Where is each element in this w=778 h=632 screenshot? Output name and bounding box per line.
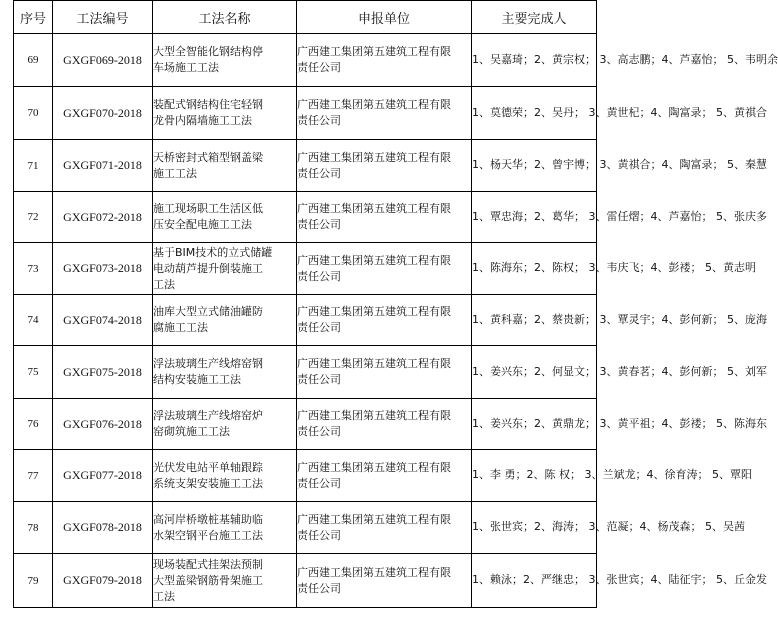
applicant-unit-cell: 广西建工集团第五建筑工程有限 责任公司: [297, 87, 472, 140]
table-row: [14, 502, 597, 554]
serial-number-cell: 73: [14, 243, 53, 295]
method-code-cell: GXGF079-2018: [53, 554, 153, 608]
contributors-cell: 1、赖泳；2、严继忠； 3、张世宾；4、陆征宇； 5、丘金发: [472, 554, 597, 608]
contributors-cell: 1、姜兴东；2、何显文； 3、黄春茗；4、彭何新； 5、刘军: [472, 346, 597, 399]
contributors-cell: 1、杨天华；2、曾宇博； 3、黄祺合；4、陶富录； 5、秦慧: [472, 140, 597, 192]
serial-number-cell: 72: [14, 192, 53, 243]
method-name-cell: 油库大型立式储油罐防 腐施工工法: [153, 295, 297, 346]
method-code-cell: GXGF078-2018: [53, 502, 153, 554]
method-name-cell: 浮法玻璃生产线熔窑炉 窑砌筑施工工法: [153, 399, 297, 450]
applicant-unit-cell: 广西建工集团第五建筑工程有限 责任公司: [297, 140, 472, 192]
construction-method-table: [13, 0, 778, 608]
method-code-cell: GXGF076-2018: [53, 399, 153, 450]
serial-number-cell: 70: [14, 87, 53, 140]
applicant-unit-cell: 广西建工集团第五建筑工程有限 责任公司: [297, 295, 472, 346]
table-row: [14, 295, 597, 346]
header-serial-number: 序号: [14, 1, 53, 34]
contributors-cell: 1、吴嘉琦；2、黄宗权； 3、高志鹏；4、芦嘉怡； 5、韦明余: [472, 34, 597, 87]
header-main-contributors: 主要完成人: [472, 1, 597, 34]
method-name-cell: 装配式钢结构住宅轻钢 龙骨内隔墙施工工法: [153, 87, 297, 140]
contributors-cell: 1、黄科嘉；2、蔡贵新； 3、覃灵宇；4、彭何新； 5、庞海: [472, 295, 597, 346]
method-code-cell: GXGF070-2018: [53, 87, 153, 140]
table-row: [14, 243, 597, 295]
serial-number-cell: 79: [14, 554, 53, 608]
serial-number-cell: 69: [14, 34, 53, 87]
method-code-cell: GXGF071-2018: [53, 140, 153, 192]
method-code-cell: GXGF073-2018: [53, 243, 153, 295]
method-name-cell: 光伏发电站平单轴跟踪 系统支架安装施工工法: [153, 450, 297, 502]
applicant-unit-cell: 广西建工集团第五建筑工程有限 责任公司: [297, 399, 472, 450]
contributors-cell: 1、张世宾；2、海涛； 3、范凝；4、杨茂森； 5、吴茜: [472, 502, 597, 554]
method-name-cell: 高河岸桥墩桩基辅助临 水架空钢平台施工工法: [153, 502, 297, 554]
applicant-unit-cell: 广西建工集团第五建筑工程有限 责任公司: [297, 192, 472, 243]
method-name-cell: 现场装配式挂架法预制 大型盖梁钢筋骨架施工 工法: [153, 554, 297, 608]
applicant-unit-cell: 广西建工集团第五建筑工程有限 责任公司: [297, 346, 472, 399]
table-row: [14, 554, 597, 608]
method-name-cell: 施工现场职工生活区低 压安全配电施工工法: [153, 192, 297, 243]
table-row: [14, 346, 597, 399]
applicant-unit-cell: 广西建工集团第五建筑工程有限 责任公司: [297, 502, 472, 554]
contributors-cell: 1、莫德荣；2、吴丹； 3、黄世杞；4、陶富录； 5、黄祺合: [472, 87, 597, 140]
serial-number-cell: 74: [14, 295, 53, 346]
table-row: [14, 140, 597, 192]
table-row: [14, 87, 597, 140]
applicant-unit-cell: 广西建工集团第五建筑工程有限 责任公司: [297, 34, 472, 87]
table-row: [14, 34, 597, 87]
serial-number-cell: 78: [14, 502, 53, 554]
method-code-cell: GXGF077-2018: [53, 450, 153, 502]
table-row: [14, 450, 597, 502]
header-method-name: 工法名称: [153, 1, 297, 34]
method-name-cell: 大型全智能化钢结构停 车场施工工法: [153, 34, 297, 87]
method-name-cell: 浮法玻璃生产线熔窑钢 结构安装施工工法: [153, 346, 297, 399]
table-row: [14, 192, 597, 243]
method-code-cell: GXGF074-2018: [53, 295, 153, 346]
contributors-cell: 1、李 勇；2、陈 权； 3、兰斌龙；4、徐育涛； 5、覃阳: [472, 450, 597, 502]
serial-number-cell: 71: [14, 140, 53, 192]
method-name-cell: 基于BIM技术的立式储罐 电动葫芦提升倒装施工 工法: [153, 243, 297, 295]
contributors-cell: 1、姜兴东；2、黄鼎龙； 3、黄平祖；4、彭褛； 5、陈海东: [472, 399, 597, 450]
serial-number-cell: 77: [14, 450, 53, 502]
header-method-code: 工法编号: [53, 1, 153, 34]
serial-number-cell: 76: [14, 399, 53, 450]
method-code-cell: GXGF075-2018: [53, 346, 153, 399]
applicant-unit-cell: 广西建工集团第五建筑工程有限 责任公司: [297, 450, 472, 502]
applicant-unit-cell: 广西建工集团第五建筑工程有限 责任公司: [297, 243, 472, 295]
serial-number-cell: 75: [14, 346, 53, 399]
applicant-unit-cell: 广西建工集团第五建筑工程有限 责任公司: [297, 554, 472, 608]
contributors-cell: 1、覃忠海；2、葛华； 3、雷任熠；4、芦嘉怡； 5、张庆多: [472, 192, 597, 243]
table-header-row: [14, 1, 597, 34]
header-applicant-unit: 申报单位: [297, 1, 472, 34]
contributors-cell: 1、陈海东；2、陈权； 3、韦庆飞；4、彭褛； 5、黄志明: [472, 243, 597, 295]
method-name-cell: 天桥密封式箱型钢盖梁 施工工法: [153, 140, 297, 192]
table-row: [14, 399, 597, 450]
method-code-cell: GXGF072-2018: [53, 192, 153, 243]
method-code-cell: GXGF069-2018: [53, 34, 153, 87]
